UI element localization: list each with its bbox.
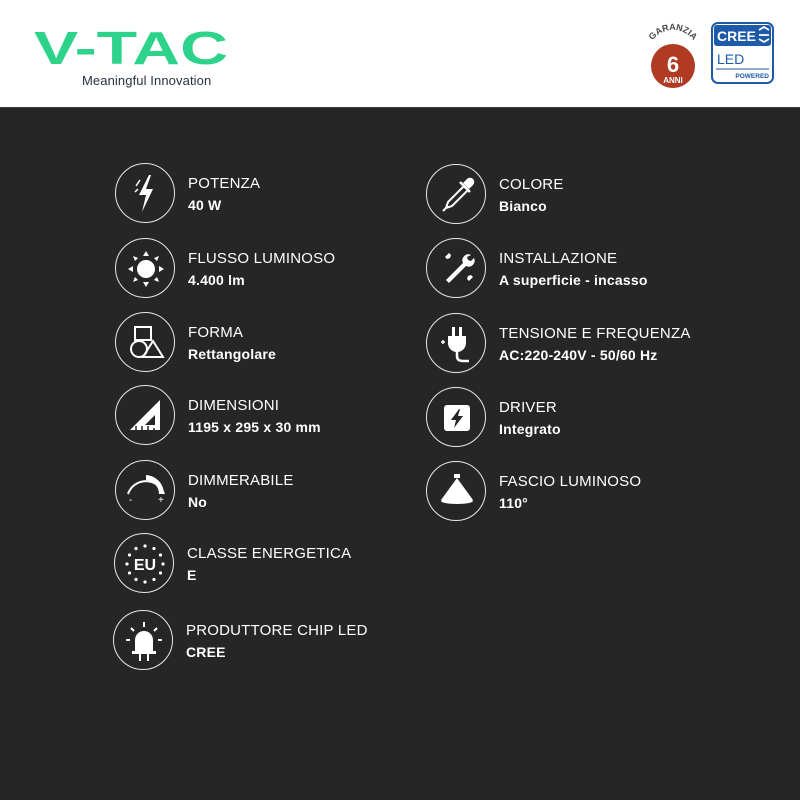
svg-text:LED: LED (717, 51, 745, 67)
svg-text:EU: EU (133, 557, 157, 574)
lightning-bolt-icon (115, 163, 175, 223)
spec-label: FLUSSO LUMINOSO (188, 250, 336, 267)
dimmer-arc-icon (115, 460, 175, 520)
svg-text:6: 6 (666, 52, 680, 77)
beam-angle-icon (426, 461, 486, 521)
spec-label: POTENZA (188, 175, 261, 192)
spec-value: CREE (186, 644, 226, 660)
spec-value: 40 W (188, 197, 222, 213)
spec-label: PRODUTTORE CHIP LED (186, 622, 368, 639)
spec-value: Rettangolare (188, 346, 276, 362)
spec-value: AC:220-240V - 50/60 Hz (499, 347, 658, 363)
eu-stars-icon (114, 533, 174, 593)
spec-label: FASCIO LUMINOSO (499, 473, 642, 490)
svg-text:POWERED: POWERED (735, 73, 769, 80)
spec-value: Bianco (499, 198, 547, 214)
plug-icon (426, 313, 486, 373)
shapes-icon (115, 312, 175, 372)
spec-label: CLASSE ENERGETICA (187, 545, 352, 562)
brand-tagline: Meaningful Innovation (82, 73, 212, 88)
header (0, 0, 800, 108)
spec-value: Integrato (499, 421, 561, 437)
spec-value: 4.400 lm (188, 272, 245, 288)
warranty-badge (640, 22, 706, 88)
v-tac-logo (34, 26, 228, 66)
spec-value: A superficie - incasso (499, 272, 648, 288)
set-square-ruler-icon (115, 385, 175, 445)
led-chip-icon (113, 610, 173, 670)
color-dropper-icon (426, 164, 486, 224)
svg-text:-: - (129, 495, 133, 506)
spec-value: 110° (499, 495, 528, 511)
spec-value: 1195 x 295 x 30 mm (188, 419, 321, 435)
spec-label: INSTALLAZIONE (499, 250, 618, 267)
spec-label: DIMMERABILE (188, 472, 294, 489)
tools-icon (426, 238, 486, 298)
svg-text:ANNI: ANNI (663, 76, 683, 85)
driver-icon (426, 387, 486, 447)
svg-text:GARANZIA: GARANZIA (646, 22, 700, 42)
spec-label: TENSIONE E FREQUENZA (499, 325, 691, 342)
spec-label: FORMA (188, 324, 244, 341)
svg-text:V-TAC: V-TAC (34, 26, 228, 66)
svg-text:+: + (158, 495, 164, 506)
cree-led-badge (711, 22, 774, 84)
spec-label: DRIVER (499, 399, 557, 416)
svg-text:CREE: CREE (717, 28, 756, 44)
spec-value: No (188, 494, 208, 510)
sun-icon (115, 238, 175, 298)
spec-value: E (187, 567, 197, 583)
spec-label: DIMENSIONI (188, 397, 280, 414)
spec-label: COLORE (499, 176, 564, 193)
